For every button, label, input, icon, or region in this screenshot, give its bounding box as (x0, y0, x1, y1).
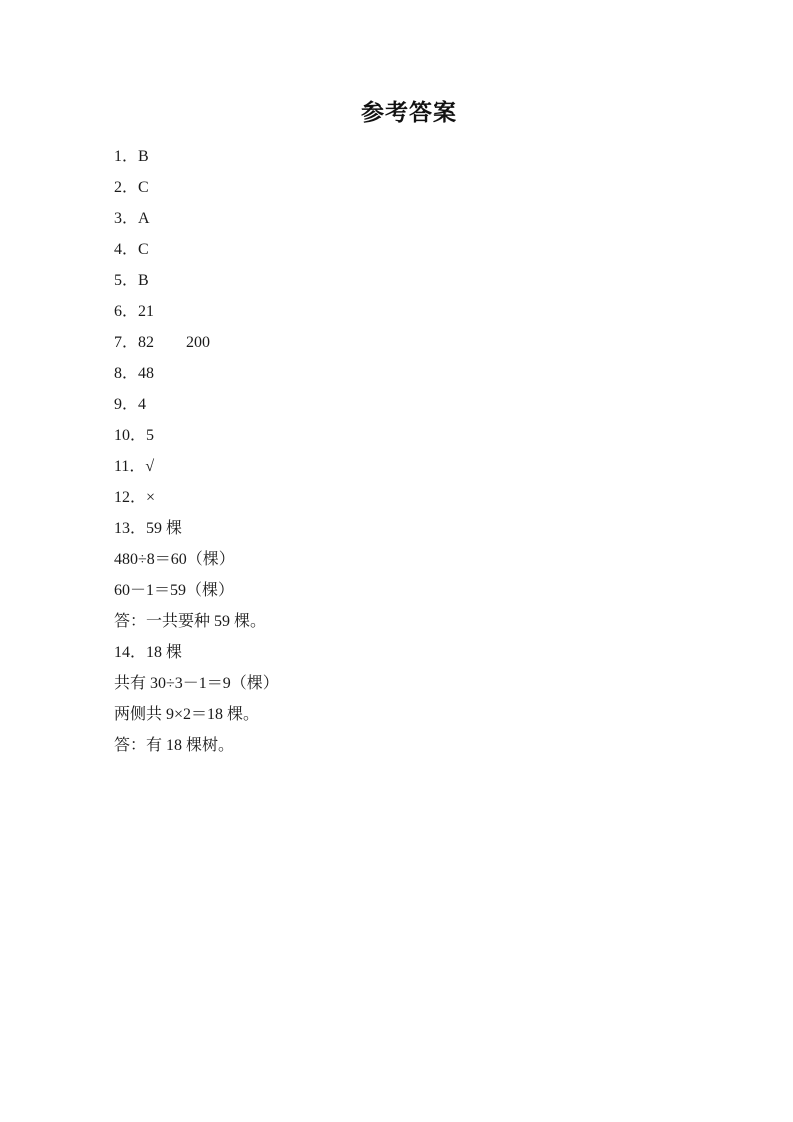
answer-line: 5．B (114, 272, 149, 289)
answer-line: 10．5 (114, 427, 155, 444)
answer-line: 8．48 (114, 365, 155, 382)
answer-line: 6．21 (114, 303, 155, 320)
answer-line: 13．59 棵 (114, 520, 183, 537)
answer-line: 4．C (114, 241, 149, 258)
answer-line: 3．A (114, 210, 150, 227)
answer-line: 1．B (114, 148, 149, 165)
answer-line: 9．4 (114, 396, 147, 413)
solution-answer-line: 答：一共要种 59 棵。 (114, 613, 267, 630)
answer-line: 12．× (114, 489, 156, 506)
solution-line: 共有 30÷3－1＝9（棵） (114, 675, 279, 692)
page-title: 参考答案 (361, 100, 457, 125)
answers-section (114, 141, 714, 761)
solution-line: 480÷8＝60（棵） (114, 551, 235, 568)
answer-line: 7．82 200 (114, 334, 211, 351)
answer-line: 11．√ (114, 458, 155, 475)
answer-line: 14．18 棵 (114, 644, 183, 661)
solution-line: 60－1＝59（棵） (114, 582, 235, 599)
solution-answer-line: 答：有 18 棵树。 (114, 737, 235, 754)
solution-line: 两侧共 9×2＝18 棵。 (114, 706, 260, 723)
answer-line: 2．C (114, 179, 149, 196)
